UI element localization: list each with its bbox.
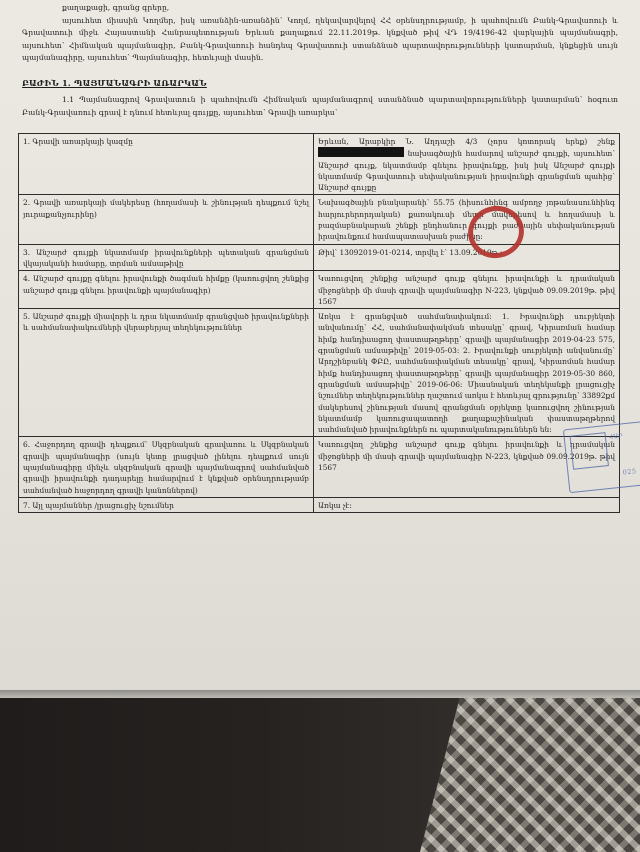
- row-label: 7. Այլ պայմաններ /լրացուցիչ նշումներ: [19, 497, 314, 512]
- row-value: [314, 195, 620, 244]
- row-label: 5. Անշարժ գույքի միավորի և դրա նկատմամբ գրանցված իրավունքների և սահմանափակումների վերաբերյալ տեղեկություններ: [19, 309, 314, 437]
- row-value: Առկա է գրանցված սահմանափակում: 1. Իրավունքի սուբյեկտի անվանումը՝ ՀՀ, սահմանափակման տեսակը՝ գրավ, Կիրառման համար հիմք հանդիսացող փաստաթղթերը՝ գրավի պայմանագիր 2019-04-23 575, գրանցման ամսաթիվը՝ 2019-05-03: 2. Իրավունքի սուբյեկտի անվանումը՝ Արդշինբանկ ՓԲԸ, սահմանափակման տեսակը՝ գրավ, Կիրառման համար հիմք հանդիսացող փաստաթղթերը՝ գրավի պայմանագիր 2019-05-30 860, գրանցման ամսաթիվը՝ 2019-06-06: Միասնական տեղեկանքի լրացուցիչ նշումներ տեղեկություններ ղաշտում առկա է հետևյալ գրությունը՝ 33892քմ մակերեսով շինության մասով գրանցման օբյեկտը կառուցվող շինության նկատմամբ կառուցապատողի քաղաքաշինական փաստաթղթերով սահմանված իրավունքներն ու պարտականություններն են:: [314, 309, 620, 437]
- row-value: Առկա չէ:: [314, 497, 620, 512]
- row-value: [314, 134, 620, 195]
- address-continued: նախագծային համարով անշարժ գույքի, այսուհետ՝ Անշարժ գույք, նկատմամբ գնելու իրավունքը, իսկ իսկ Անշարժ գույքի նկատմամբ Գրավատուի սեփականության իրավունքի գրանցման պահից՝ Անշարժ գույքը: [318, 149, 615, 193]
- row-value: Կառուցվող շենքից անշարժ գույք գնելու իրավունքի և դրամական միջոցների մի մասի գրավի պայմանագիր N-223, կնքված 09.09.2019թ. թիվ 1567: [314, 271, 620, 309]
- table-row: [19, 309, 620, 437]
- row-label: 3. Անշարժ գույքի նկատմամբ իրավունքների պետական գրանցման վկայականի համարը, տրման ամսաթիվը: [19, 244, 314, 271]
- table-row: [19, 497, 620, 512]
- row-label: 2. Գրավի առարկայի մակերեսը (հողամասի և շինության դեպքում նշել յուրաքանչյուրինը): [19, 195, 314, 244]
- table-row: [19, 437, 620, 497]
- row-label: 4. Անշարժ գույքը գնելու իրավունքի ծագման հիմքը (կառուցվող շենքից անշարժ գույք գնելու իրավունքի պայմանագիր): [19, 271, 314, 309]
- area-description: (հիսունհինգ ամբողջ յոթանասունհինգ հարյուրերորդական) քառակուսի մետր մակերեսով և հողամասի և բազմաբնակարան շենքի ընդհանուր գույքի բաժնային սեփականության իրավունքում համապատասխան բաժինը:: [318, 198, 615, 242]
- section-title: ԲԱԺԻՆ 1. ՊԱՅՄԱՆԱԳՐԻ ԱՌԱՐԿԱՆ: [22, 78, 207, 88]
- area-value: 55.75: [433, 198, 455, 208]
- row-value: Թիվ՝ 13092019-01-0214, տրվել է՝ 13.09.2019թ.:: [314, 244, 620, 271]
- table-row: [19, 244, 620, 271]
- table-row: [19, 195, 620, 244]
- stamp-emblem: [570, 432, 609, 470]
- redacted-block: [318, 147, 404, 157]
- row-value: Կառուցվող շենքից անշարժ գույք գնելու իրավունքի և դրամական միջոցների մի մասի գրավի պայմանագիր N-223, կնքված 09.09.2019թ. թիվ 1567: [314, 437, 620, 497]
- table-row: [19, 271, 620, 309]
- address-text: Երևան, Արաբկիր Ն. Աղդաշի 4/3 (չորս կոտորակ երեք) շենք: [318, 137, 615, 146]
- section-paragraph: [22, 94, 618, 119]
- row-label: 6. Հաջորդող գրավի դեպքում՝ Սկզբնական գրավառու և Սկզբնական գրավի պայմանագիր (սույն կետը լրացված լինելու դեպքում սույն պայմանագիրը մինչև սկզբնական գրավի պայմանագրով սահմանված գրավի իրավունքի դադարելը համարվում է կնքված օրենսդրությամբ սահմանված հաջորդող գրավի կանոններով): [19, 437, 314, 497]
- row-label: 1. Գրավի առարկայի կազմը: [19, 134, 314, 195]
- area-label: Նախագծային բնակարանի՝: [318, 198, 430, 208]
- stamp-text: ՀԱՐ: [608, 432, 624, 441]
- intro-paragraph: այսուհետ միասին Կողմեր, իսկ առանձին-առանձին՝ Կողմ, ղեկավարվելով ՀՀ օրենսդրությամբ, ի պահովումն Բանկ-Գրավառուի և Գրավատուի միջև Հայաստանի Հանրապետության Երևան քաղաքում 22.11.2019թ. կնքված թիվ ՎԴ 19/4196-42 վարկային պայմանագրի, այսուհետ՝ Հիմնական պայմանագիր, Բանկ-Գրավառուի հանդեպ Գրավատուի ստանձնած պարտավորությունների կատարման, կնքեցին սույն պայմանագիրը, այսուհետ՝ Պայմանագիր, հետևյալի մասին.: [22, 15, 618, 63]
- collateral-table: [18, 133, 620, 513]
- official-stamp: [563, 421, 640, 493]
- section-paragraph-text: 1.1 Պայմանագրով Գրավատուն ի պահովումն Հիմնական պայմանագրով ստանձնած պարտավորությունների կատարման՝ հօգուտ Բանկ-Գրավառուի գրավ է դնում հետևյալ գույքը, այսուհետ՝ Գրավի առարկա՝: [22, 95, 618, 117]
- intro-text: [22, 2, 618, 65]
- table-row: [19, 134, 620, 195]
- stamp-code: 025: [622, 467, 637, 477]
- intro-line: քաղաքացի, գրանց գրերը,: [62, 3, 170, 12]
